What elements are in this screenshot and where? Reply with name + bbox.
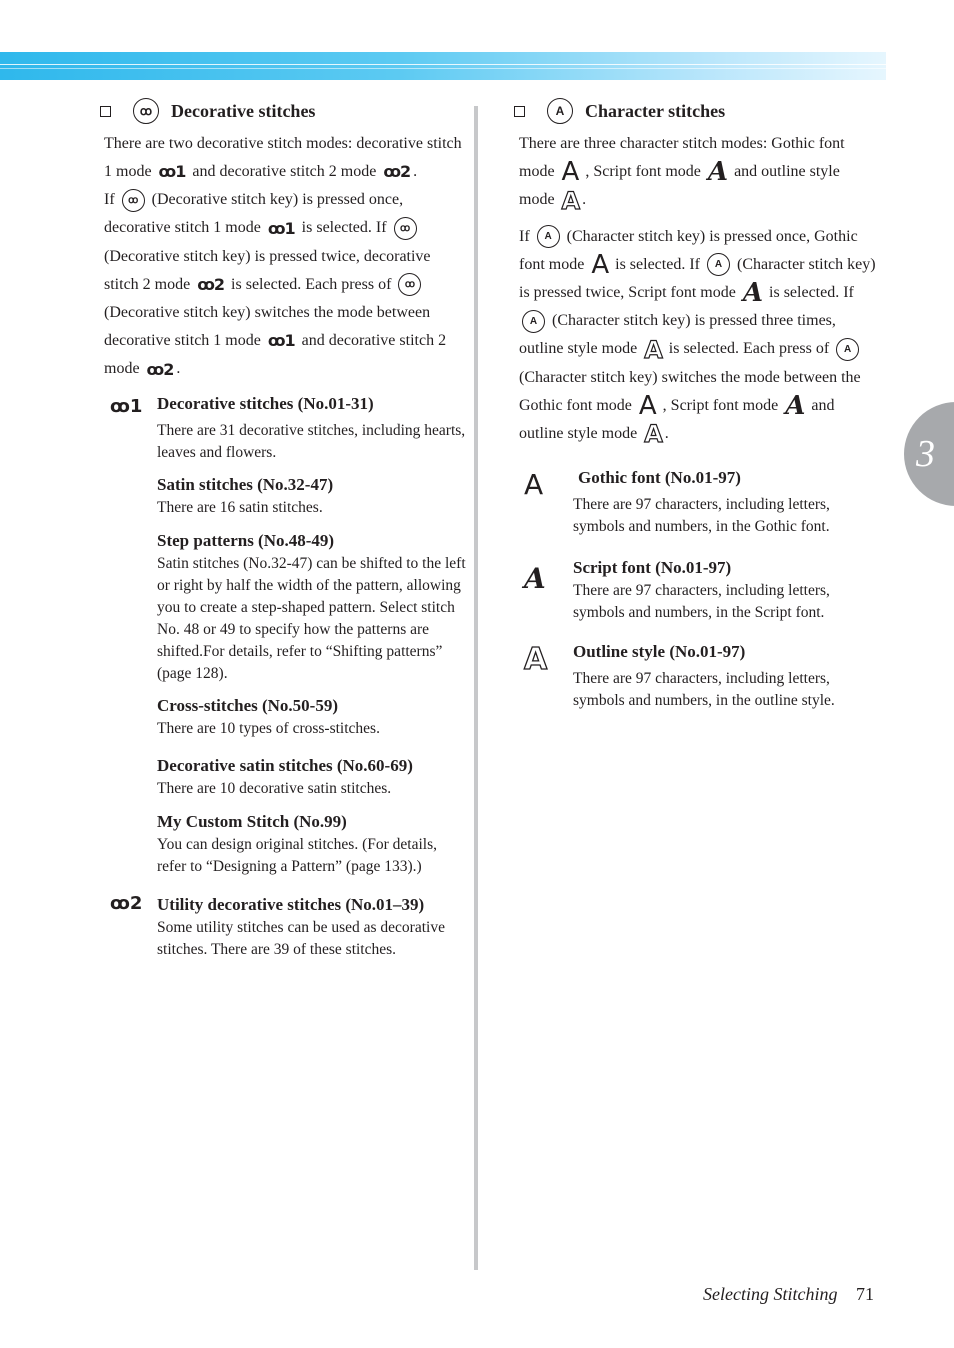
entry-script-font: A Script font (No.01-97) There are 97 characters, including letters, symbols and numbers, in the Script font. xyxy=(524,558,830,622)
page-number: 71 xyxy=(856,1284,874,1304)
decorative-stitch-2-icon: ꚙ2 xyxy=(110,892,143,914)
script-font-icon: A xyxy=(524,562,546,596)
column-divider xyxy=(474,106,478,1270)
entry-utility-decorative-stitches: ꚙ2 Utility decorative stitches (No.01–39) Some utility stitches can be used as decorative stitches. There are 39 of these stitches. xyxy=(110,892,445,958)
section-title: Decorative stitches xyxy=(171,100,316,121)
chapter-tab xyxy=(904,402,954,506)
character-key-instructions: If A (Character stitch key) is pressed once, Gothic font mode A is selected. If A (Character stitch key) is pressed twice, Script font mode A is selected. If A (Character stitch key) is pressed three times, outline style mode A is selected. Each press of A (Character stitch key) switches the mode between the Gothic font mode A , Script font mode A and outline style mode A . xyxy=(519,223,878,449)
page-footer xyxy=(703,1284,874,1305)
outline-style-icon: A xyxy=(644,420,662,449)
character-intro: There are three character stitch modes: Gothic font mode A , Script font mode A and outline style mode A . xyxy=(519,135,845,215)
character-stitch-key-icon: A xyxy=(537,225,560,248)
decorative-intro: There are two decorative stitch modes: decorative stitch 1 mode ꚙ1 and decorative stitch 2 mode ꚙ2 . xyxy=(104,130,468,186)
decorative-stitch-2-icon: ꚙ2 xyxy=(197,274,225,294)
right-column xyxy=(514,96,878,712)
entry-gothic-font: A Gothic font (No.01-97) There are 97 characters, including letters, symbols and numbers, in the Gothic font. xyxy=(524,468,830,536)
character-stitch-key-icon: A xyxy=(707,253,730,276)
decorative-stitch-1-icon: ꚙ1 xyxy=(267,218,295,238)
decorative-stitch-1-icon: ꚙ1 xyxy=(267,331,295,351)
script-font-icon: A xyxy=(707,157,728,188)
decorative-stitch-key-icon: ꚙ xyxy=(133,98,159,124)
outline-style-icon: A xyxy=(524,642,548,678)
entry-cross-stitches: Cross-stitches (No.50-59) There are 10 types of cross-stitches. xyxy=(157,695,380,737)
square-bullet-icon xyxy=(100,106,111,117)
gothic-font-icon: A xyxy=(561,157,579,188)
entry-decorative-stitches: ꚙ1 Decorative stitches (No.01-31) There are 31 decorative stitches, including hearts, leaves and flowers. xyxy=(110,393,466,461)
outline-style-icon: A xyxy=(644,335,662,364)
decorative-stitch-key-icon: ꚙ xyxy=(398,273,421,296)
entry-satin-stitches: Satin stitches (No.32-47) There are 16 satin stitches. xyxy=(157,474,334,516)
character-section-heading xyxy=(514,96,878,126)
gothic-font-icon: A xyxy=(638,390,656,421)
script-font-icon: A xyxy=(742,278,763,309)
header-color-band xyxy=(0,52,886,80)
square-bullet-icon xyxy=(514,106,525,117)
entry-decorative-satin-stitches: Decorative satin stitches (No.60-69) There are 10 decorative satin stitches. xyxy=(157,755,413,797)
gothic-font-icon: A xyxy=(524,468,544,502)
decorative-stitch-2-icon: ꚙ2 xyxy=(146,359,174,379)
left-column xyxy=(100,96,468,961)
decorative-stitch-key-icon: ꚙ xyxy=(394,217,417,240)
character-stitch-key-icon: A xyxy=(522,310,545,333)
script-font-icon: A xyxy=(785,390,805,421)
outline-style-icon: A xyxy=(561,186,580,215)
decorative-section-heading xyxy=(100,96,468,126)
footer-title: Selecting Stitching xyxy=(703,1284,838,1304)
entry-step-patterns: Step patterns (No.48-49) Satin stitches (No.32-47) can be shifted to the left or right by half the width of the pattern, allowing you to create a step-shaped pattern. Select stitch No. 48 or 49 to specify how the patterns are shifted.For details, refer to “Shifting patterns” (page 128). xyxy=(157,530,466,682)
chapter-number: 3 xyxy=(916,433,935,475)
gothic-font-icon: A xyxy=(591,249,609,280)
character-stitch-key-icon: A xyxy=(836,338,859,361)
decorative-stitch-key-icon: ꚙ xyxy=(122,189,145,212)
decorative-stitch-2-icon: ꚙ2 xyxy=(383,162,411,182)
character-stitch-key-icon: A xyxy=(547,98,573,124)
entry-outline-style: A Outline style (No.01-97) There are 97 characters, including letters, symbols and numbers, in the outline style. xyxy=(524,642,835,710)
decorative-stitch-1-icon: ꚙ1 xyxy=(158,162,186,182)
decorative-stitch-1-icon: ꚙ1 xyxy=(110,395,143,417)
entry-my-custom-stitch: My Custom Stitch (No.99) You can design original stitches. (For details, refer to “Designing a Pattern” (page 133).) xyxy=(157,811,437,875)
decorative-key-instructions: If ꚙ (Decorative stitch key) is pressed once, decorative stitch 1 mode ꚙ1 is selected. If ꚙ (Decorative stitch key) is pressed twice, decorative stitch 2 mode ꚙ2 is selected. Each press of ꚙ (Decorative stitch key) switches the mode between decorative stitch 1 mode ꚙ1 and decorative stitch 2 mode ꚙ2 . xyxy=(104,186,468,383)
section-title: Character stitches xyxy=(585,100,726,121)
